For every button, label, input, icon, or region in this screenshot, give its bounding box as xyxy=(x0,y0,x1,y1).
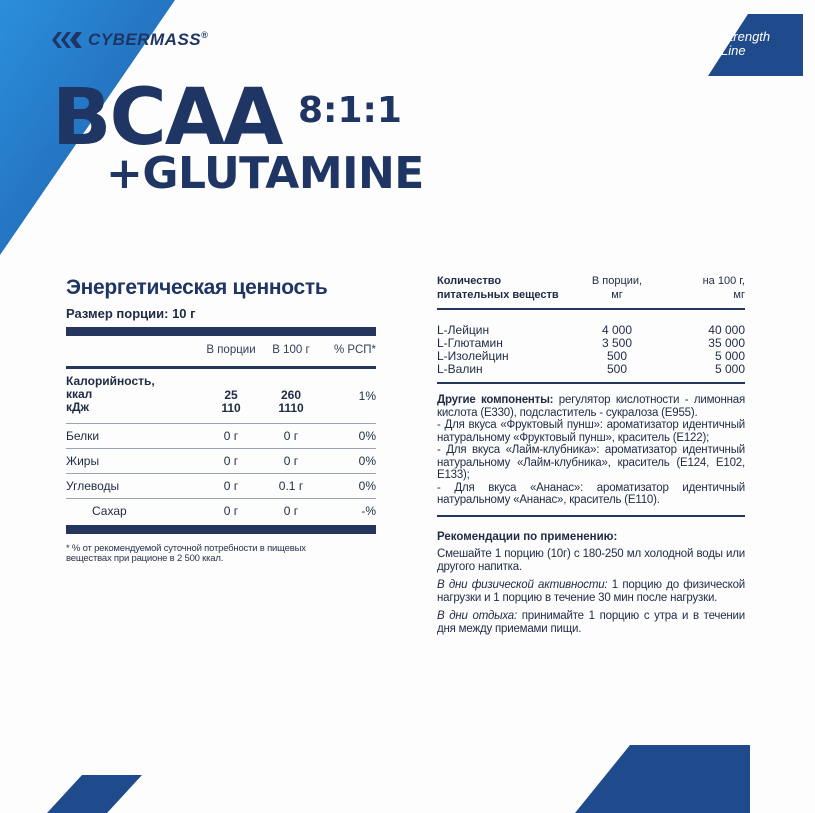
col-per100: В 100 г xyxy=(272,344,310,356)
composition-panel xyxy=(437,274,745,636)
product-title: BCAA xyxy=(52,73,282,163)
energy-title: Энергетическая ценность xyxy=(66,276,328,299)
col-portion: В порции xyxy=(206,344,256,356)
table-row: Сахар 0 г 0 г -% xyxy=(66,498,376,523)
other-components: Другие компоненты: регулятор кислотности - лимонная кислота (Е330), подсластитель - сукралоза (Е955). - Для вкуса «Фруктовый пунш»: ароматизатор идентичный натуральному «Фруктовый пунш», краситель (Е122); - Для вкуса «Лайм-клубника»: ароматизатор идентичный натуральному «Лайм-клубника», краситель (Е124, Е102, Е133); - Для вкуса «Ананас»: ароматизатор идентичный натуральному «Ананас», краситель (Е110). xyxy=(437,394,746,506)
energy-value-table xyxy=(66,276,376,564)
table-row: L-Лейцин 4 000 40 000 xyxy=(437,323,745,337)
table-bottom-bar xyxy=(66,525,376,534)
bottom-right-stripe xyxy=(575,745,750,813)
bottom-left-stripe xyxy=(47,775,142,813)
usage-recommendations: Рекомендации по применению: Смешайте 1 порцию (10г) с 180-250 мл холодной воды или другого напитка. В дни физической активности: 1 порцию до физической нагрузки и 1 порцию в течение 30 мин после нагрузки. В дни отдыха: принимайте 1 порцию с утра и в течении дня между приемами пищи. xyxy=(437,530,746,635)
footnote: * % от рекомендуемой суточной потребности в пищевых веществах при рационе в 2 500 ккал. xyxy=(66,543,306,564)
col-rsp: % РСП* xyxy=(333,344,376,356)
strength-line-tag: Strength Line xyxy=(721,29,771,58)
table-row-calories: Калорийность, ккал кДж 25 110 260 1110 1% xyxy=(66,374,376,415)
table-row: Углеводы 0 г 0.1 г 0% xyxy=(66,473,376,498)
nutrient-table xyxy=(437,324,745,376)
product-ratio: 8:1:1 xyxy=(298,90,402,131)
energy-table-header xyxy=(66,344,376,360)
product-subtitle: +GLUTAMINE xyxy=(106,148,424,199)
nutrient-table-header: Количество питательных веществ В порции, мг на 100 г, мг xyxy=(437,275,745,301)
table-row: L-Валин 500 5 000 xyxy=(437,362,745,376)
serving-size: Размер порции: 10 г xyxy=(66,306,196,321)
section-divider xyxy=(437,382,745,384)
table-row: L-Изолейцин 500 5 000 xyxy=(437,349,745,363)
table-top-bar xyxy=(66,327,376,336)
brand-logo xyxy=(52,30,208,50)
table-row: L-Глютамин 3 500 35 000 xyxy=(437,336,745,350)
table-row: Жиры 0 г 0 г 0% xyxy=(66,448,376,473)
section-divider xyxy=(437,515,745,517)
nutrient-header-divider xyxy=(437,308,745,310)
table-row: Белки 0 г 0 г 0% xyxy=(66,423,376,448)
cybermass-logo-icon xyxy=(52,32,82,48)
brand-name: CYBERMASS® xyxy=(88,30,209,49)
